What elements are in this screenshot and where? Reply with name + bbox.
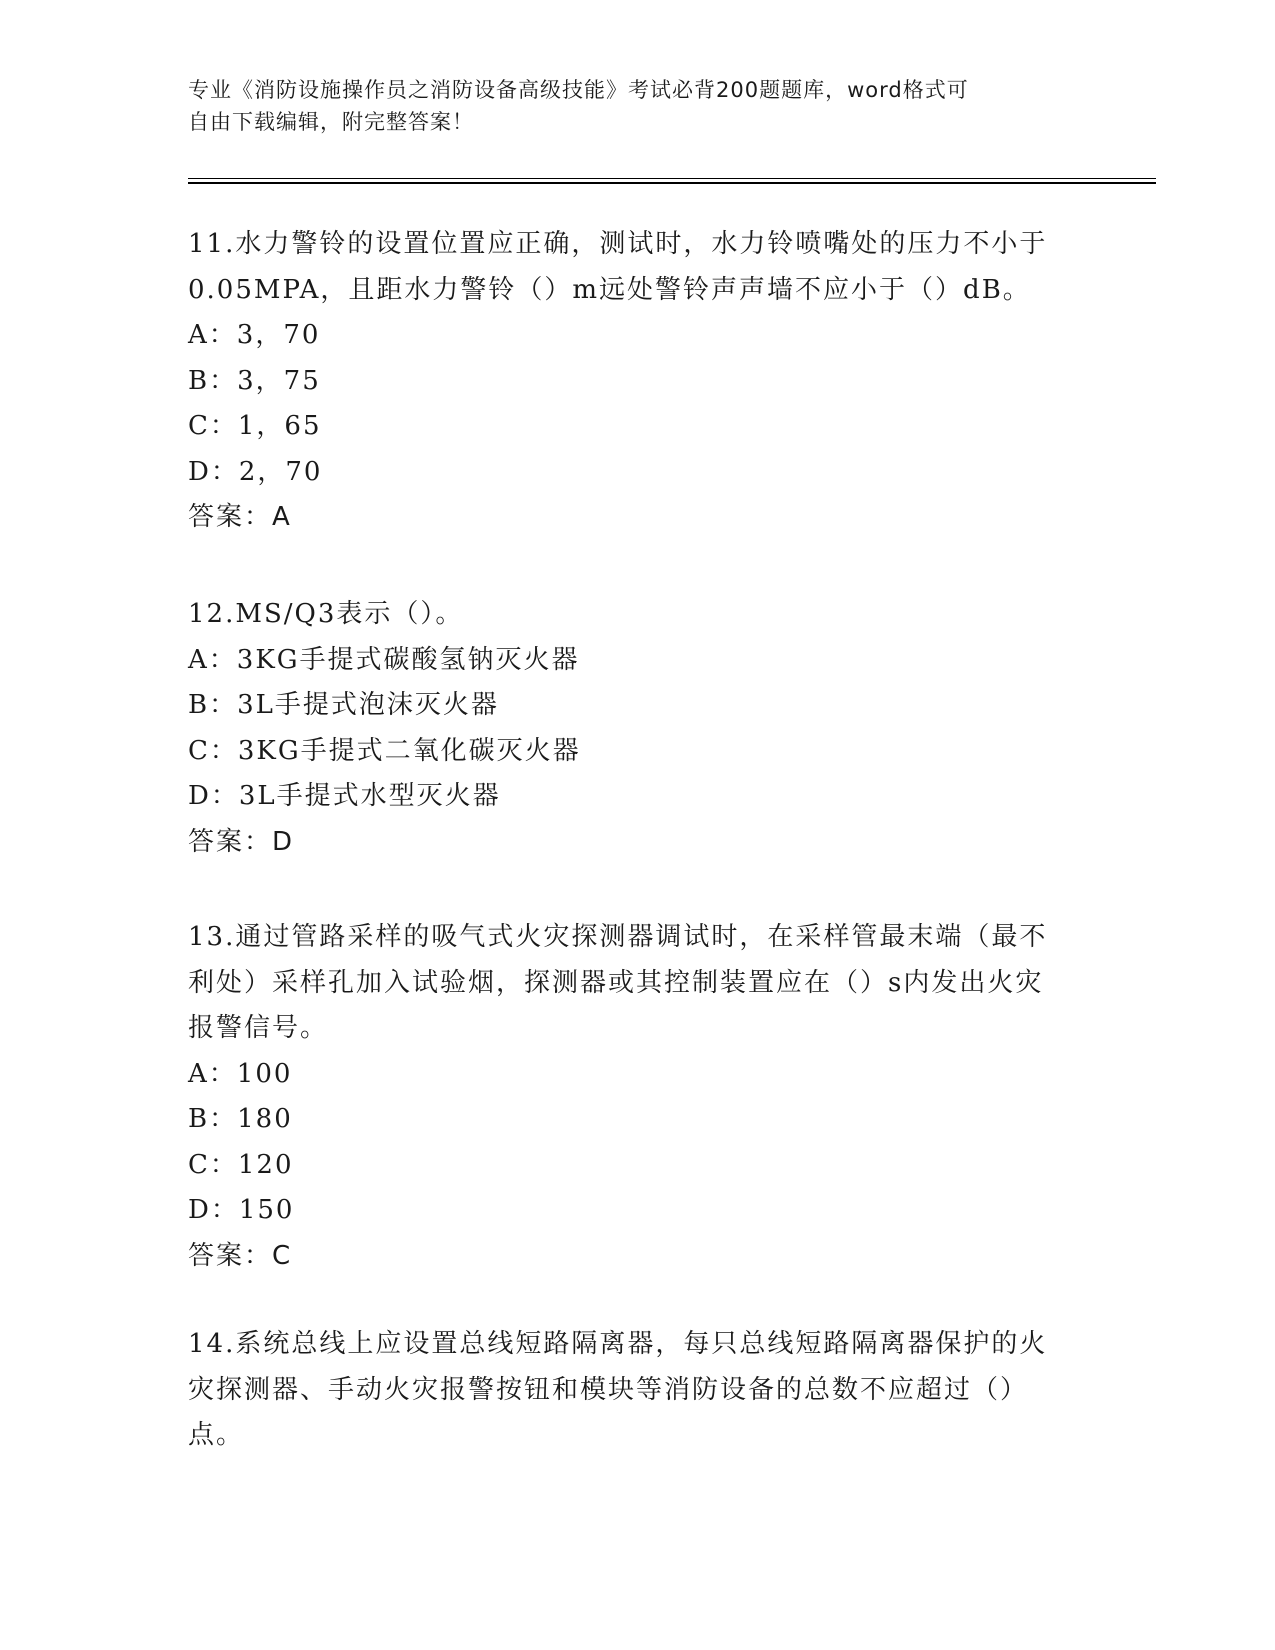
question-text-line: 利处）采样孔加入试验烟，探测器或其控制装置应在（）s内发出火灾 [188,967,1044,998]
option-b: B：3，75 [188,365,321,396]
header-line-2: 自由下载编辑，附完整答案！ [188,110,474,134]
question-13 [188,915,1088,1279]
option-d: D：150 [188,1195,295,1225]
question-text-line: 0.05MPA，且距水力警铃（）m远处警铃声声墙不应小于（）dB。 [188,274,1031,305]
answer-label: 答案：C [188,1240,293,1271]
question-14 [188,1322,1088,1459]
question-text-line: 报警信号。 [188,1013,329,1043]
header-divider-top [188,178,1156,179]
option-b: B：3L手提式泡沫灭火器 [188,690,499,720]
option-c: C：1，65 [188,411,322,441]
question-11 [188,222,1088,541]
option-d: D：2，70 [188,456,323,487]
option-a: A：3，70 [188,320,321,350]
question-text-line: 点。 [188,1420,245,1450]
question-text-line: 14.系统总线上应设置总线短路隔离器，每只总线短路隔离器保护的火 [188,1329,1048,1359]
question-text-line: 12.MS/Q3表示（）。 [188,599,464,629]
answer-label: 答案：A [188,502,292,532]
answer-label: 答案：D [188,826,295,857]
option-d: D：3L手提式水型灭火器 [188,781,501,811]
question-12 [188,592,1088,865]
option-a: A：100 [188,1058,293,1089]
question-text-line: 灾探测器、手动火灾报警按钮和模块等消防设备的总数不应超过（） [188,1374,1029,1405]
question-text-line: 13.通过管路采样的吸气式火灾探测器调试时，在采样管最末端（最不 [188,922,1048,952]
document-header [188,74,1068,138]
option-c: C：3KG手提式二氧化碳灭火器 [188,735,581,766]
question-text-line: 11.水力警铃的设置位置应正确，测试时，水力铃喷嘴处的压力不小于 [188,229,1048,259]
header-divider-bottom [188,182,1156,184]
option-a: A：3KG手提式碳酸氢钠灭火器 [188,644,580,675]
option-c: C：120 [188,1149,294,1180]
header-line-1: 专业《消防设施操作员之消防设备高级技能》考试必背200题题库，word格式可 [188,78,969,102]
option-b: B：180 [188,1104,293,1134]
